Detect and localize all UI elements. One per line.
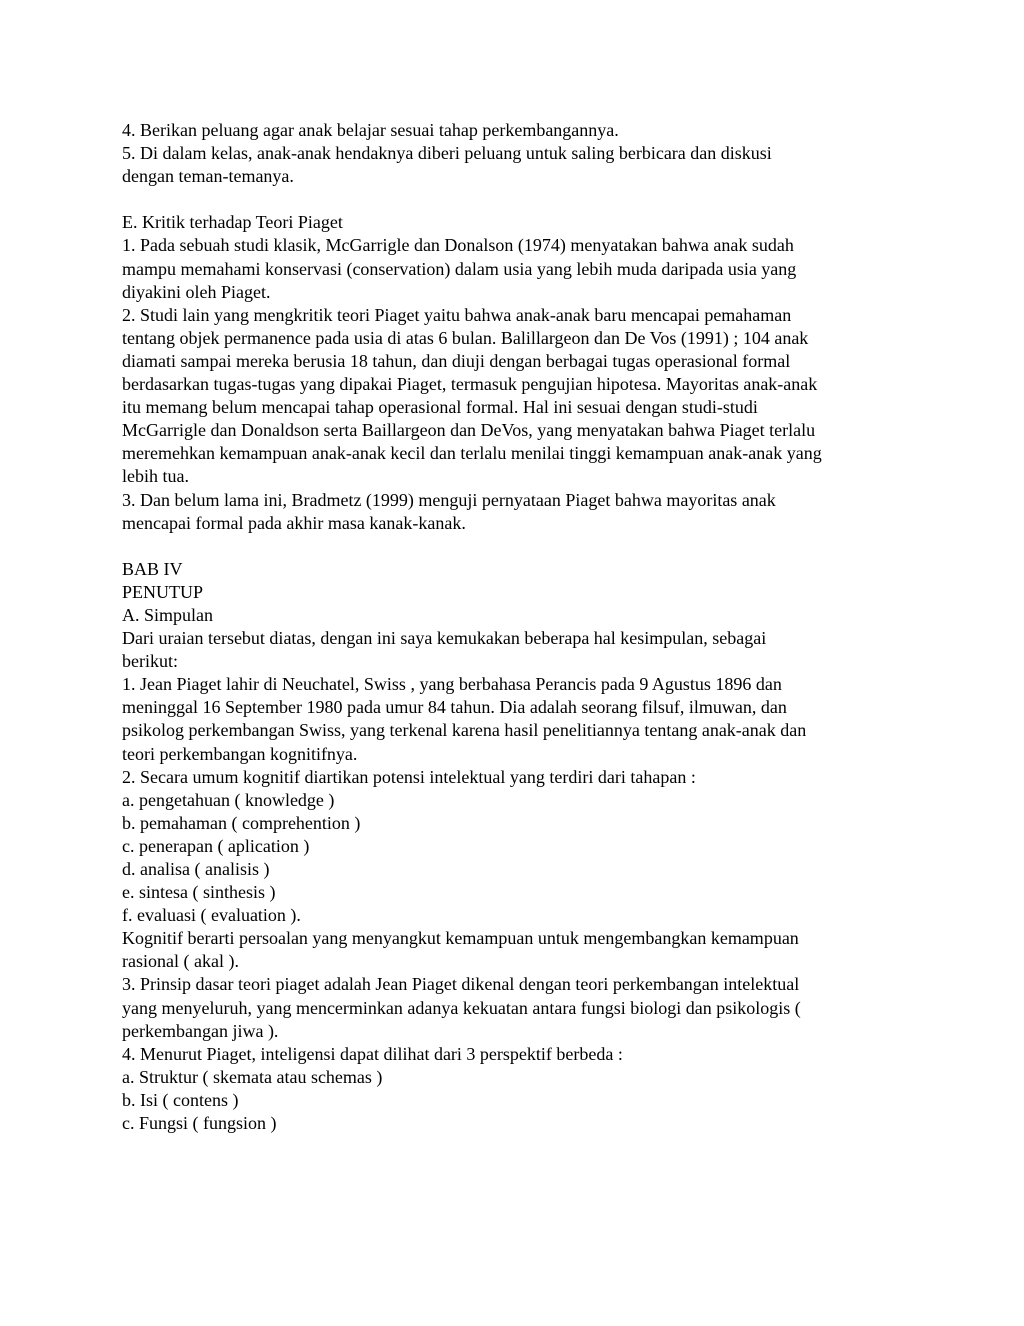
text-line: mampu memahami konservasi (conservation) dalam usia yang lebih muda daripada usia yang [122, 258, 797, 279]
list-item: a. pengetahuan ( knowledge ) [122, 789, 335, 810]
list-item: b. pemahaman ( comprehention ) [122, 812, 361, 833]
text-line: 4. Menurut Piaget, inteligensi dapat dilihat dari 3 perspektif berbeda : [122, 1043, 623, 1064]
text-line: 1. Jean Piaget lahir di Neuchatel, Swiss , yang berbahasa Perancis pada 9 Agustus 1896 dan [122, 674, 782, 695]
section-heading: E. Kritik terhadap Teori Piaget [122, 212, 343, 233]
text-line: berdasarkan tugas-tugas yang dipakai Piaget, termasuk pengujian hipotesa. Mayoritas anak-anak [122, 374, 818, 395]
bab-section [122, 558, 922, 1135]
text-line: psikolog perkembangan Swiss, yang terkenal karena hasil penelitiannya tentang anak-anak dan [122, 720, 807, 741]
kritik-section [122, 211, 922, 534]
text-line: lebih tua. [122, 466, 189, 487]
text-line: 4. Berikan peluang agar anak belajar sesuai tahap perkembangannya. [122, 120, 619, 140]
text-line: 3. Prinsip dasar teori piaget adalah Jean Piaget dikenal dengan teori perkembangan intelektual [122, 974, 800, 995]
document-page [122, 119, 922, 1135]
text-line: 3. Dan belum lama ini, Bradmetz (1999) menguji pernyataan Piaget bahwa mayoritas anak [122, 489, 776, 510]
text-line: rasional ( akal ). [122, 951, 239, 972]
text-line: itu memang belum mencapai tahap operasional formal. Hal ini sesuai dengan studi-studi [122, 397, 758, 418]
paragraph-spacer [122, 535, 922, 558]
list-item: c. penerapan ( aplication ) [122, 835, 310, 856]
text-line: Dari uraian tersebut diatas, dengan ini saya kemukakan beberapa hal kesimpulan, sebagai [122, 628, 767, 649]
text-line: McGarrigle dan Donaldson serta Baillargeon dan DeVos, yang menyatakan bahwa Piaget terlalu [122, 420, 816, 441]
list-item: f. evaluasi ( evaluation ). [122, 905, 301, 926]
text-line: perkembangan jiwa ). [122, 1020, 279, 1041]
list-item: e. sintesa ( sinthesis ) [122, 882, 276, 903]
text-line: 5. Di dalam kelas, anak-anak hendaknya diberi peluang untuk saling berbicara dan diskusi [122, 143, 772, 164]
list-item: c. Fungsi ( fungsion ) [122, 1113, 277, 1134]
text-line: teori perkembangan kognitifnya. [122, 743, 358, 764]
intro-list [122, 119, 922, 188]
list-item: b. Isi ( contens ) [122, 1089, 239, 1110]
section-heading: A. Simpulan [122, 604, 214, 625]
text-line: Kognitif berarti persoalan yang menyangkut kemampuan untuk mengembangkan kemampuan [122, 928, 799, 949]
text-line: berikut: [122, 651, 178, 672]
paragraph-spacer [122, 188, 922, 211]
text-line: diamati sampai mereka berusia 18 tahun, dan diuji dengan berbagai tugas operasional formal [122, 350, 791, 371]
text-line: mencapai formal pada akhir masa kanak-kanak. [122, 512, 466, 533]
text-line: meremehkan kemampuan anak-anak kecil dan terlalu menilai tinggi kemampuan anak-anak yang [122, 443, 822, 464]
list-item: d. analisa ( analisis ) [122, 859, 270, 879]
text-line: dengan teman-temanya. [122, 166, 294, 187]
text-line: meninggal 16 September 1980 pada umur 84 tahun. Dia adalah seorang filsuf, ilmuwan, dan [122, 697, 787, 718]
chapter-number: BAB IV [122, 558, 183, 579]
text-line: yang menyeluruh, yang mencerminkan adanya kekuatan antara fungsi biologi dan psikologis ( [122, 997, 801, 1018]
list-item: a. Struktur ( skemata atau schemas ) [122, 1066, 383, 1087]
text-line: 1. Pada sebuah studi klasik, McGarrigle dan Donalson (1974) menyatakan bahwa anak sudah [122, 235, 794, 256]
chapter-title: PENUTUP [122, 581, 204, 602]
text-line: 2. Secara umum kognitif diartikan potensi intelektual yang terdiri dari tahapan : [122, 766, 696, 787]
text-line: tentang objek permanence pada usia di atas 6 bulan. Balillargeon dan De Vos (1991) ; 104 anak [122, 327, 809, 348]
text-line: 2. Studi lain yang mengkritik teori Piaget yaitu bahwa anak-anak baru mencapai pemahaman [122, 304, 792, 325]
text-line: diyakini oleh Piaget. [122, 281, 271, 302]
